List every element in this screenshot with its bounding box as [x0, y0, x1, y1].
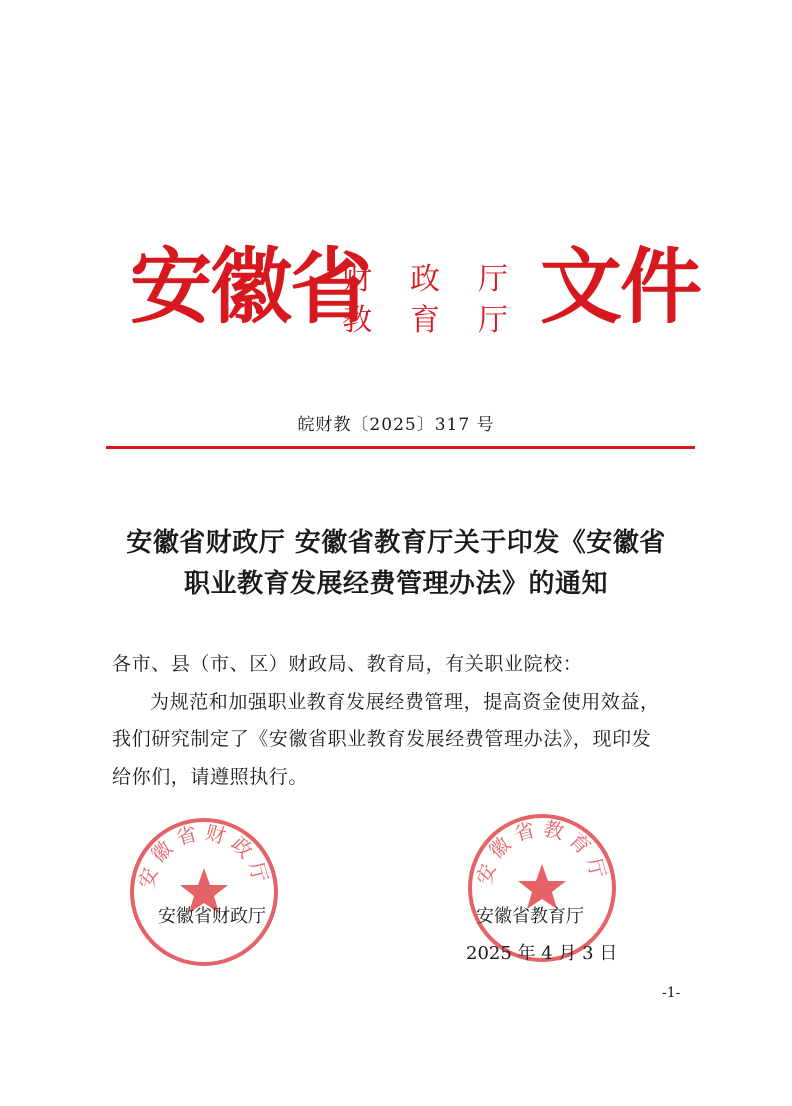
header-org-name: 安徽省 — [130, 240, 371, 335]
header-dept-line-2: 教育厅 — [342, 303, 546, 338]
header-divider — [106, 446, 695, 449]
salutation: 各市、县（市、区）财政局、教育局，有关职业院校： — [112, 653, 583, 675]
page-number: -1- — [662, 985, 681, 1001]
paragraph-line-2: 我们研究制定了《安徽省职业教育发展经费管理办法》，现印发 — [112, 728, 652, 750]
header-doc-type: 文件 — [540, 240, 701, 335]
title-line-1: 安徽省财政厅 安徽省教育厅关于印发《安徽省 — [126, 528, 666, 558]
left-seal-text: 安徽省财政厅 — [134, 819, 274, 891]
header-dept-line-1: 财政厅 — [342, 262, 546, 297]
right-seal-text: 安徽省教育厅 — [472, 815, 612, 887]
paragraph-line-1: 为规范和加强职业教育发展经费管理，提高资金使用效益， — [150, 691, 660, 713]
paragraph-line-3: 给你们，请遵照执行。 — [112, 766, 309, 788]
left-official-seal — [124, 812, 284, 972]
signature-right: 安徽省教育厅 — [476, 906, 584, 927]
signature-left: 安徽省财政厅 — [158, 906, 266, 927]
title-line-2: 职业教育发展经费管理办法》的通知 — [183, 569, 608, 599]
document-number: 皖财教〔2025〕317 号 — [297, 415, 495, 435]
signature-date: 2025 年 4 月 3 日 — [466, 943, 618, 964]
